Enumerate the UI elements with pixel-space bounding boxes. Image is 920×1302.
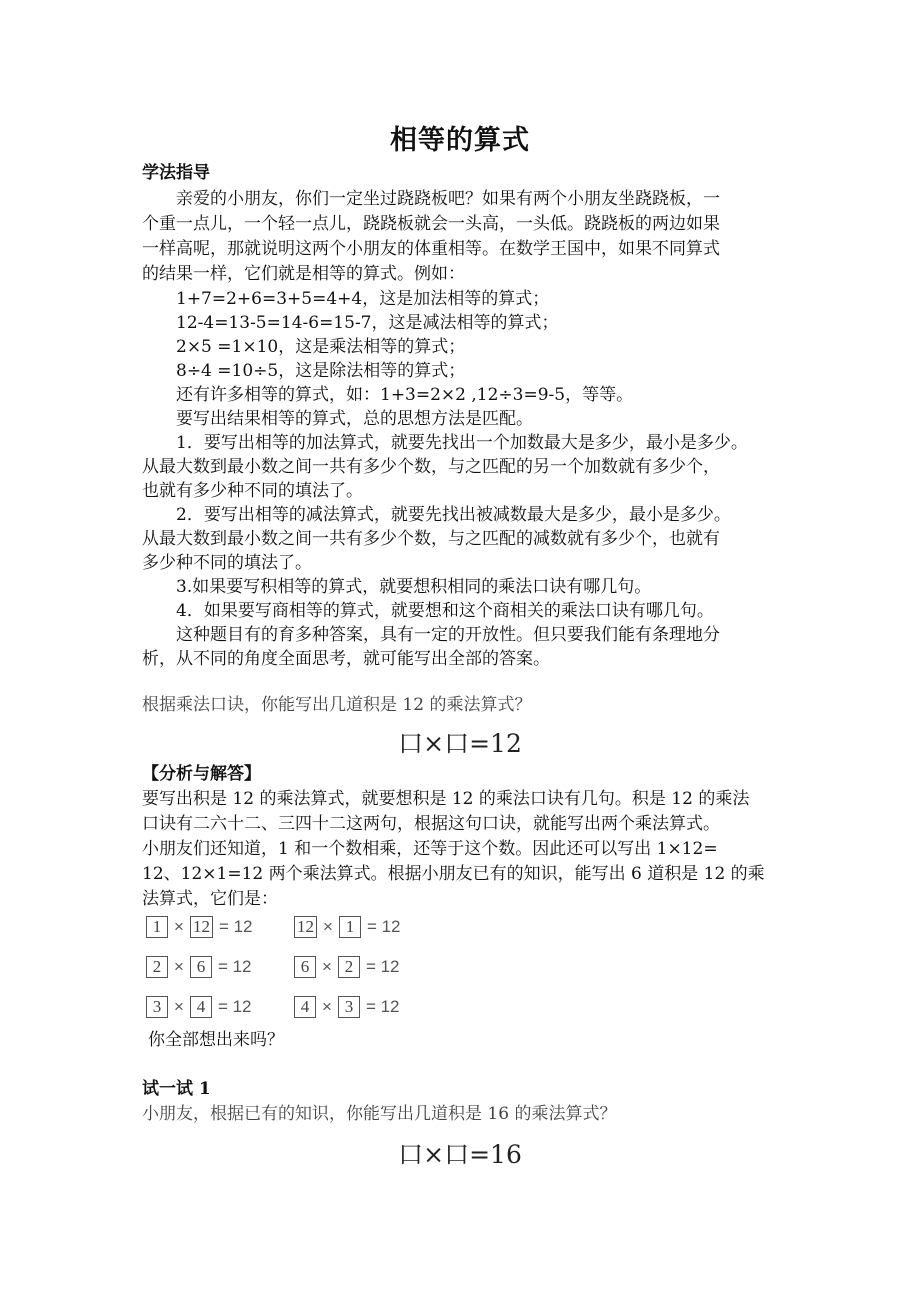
intro-line-4: 的结果一样，它们就是相等的算式。例如： — [142, 264, 465, 284]
times-sign: × — [323, 917, 333, 936]
closing-line-1: 这种题目有的育多种答案，具有一定的开放性。但只要我们能有条理地分 — [176, 625, 720, 645]
answer-box: 4 — [294, 996, 316, 1018]
closing-line-2: 析，从不同的角度全面思考，就可能写出全部的答案。 — [142, 649, 550, 669]
example-multiplication: 2×5 =1×10，这是乘法相等的算式； — [176, 337, 466, 357]
answer-box: 2 — [146, 956, 168, 978]
rule4: 4．如果要写商相等的算式，就要想和这个商相关的乘法口诀有哪几句。 — [176, 601, 714, 621]
practice-formula: 口×口=16 — [398, 1140, 522, 1169]
equation-result: = 12 — [217, 997, 252, 1016]
answer-box: 3 — [338, 996, 360, 1018]
equation-result: = 12 — [218, 917, 253, 936]
answer-box: 1 — [146, 916, 168, 938]
rule1-line-3: 也就有多少种不同的填法了。 — [142, 481, 363, 501]
example-addition: 1+7=2+6=3+5=4+4，这是加法相等的算式； — [176, 289, 550, 309]
practice-heading: 试一试 1 — [142, 1079, 211, 1099]
analysis-line-1: 要写出积是 12 的乘法算式，就要想积是 12 的乘法口诀有几句。积是 12 的乘法 — [142, 789, 750, 809]
example-more: 还有许多相等的算式，如：1+3=2×2 ,12÷3=9-5，等等。 — [176, 385, 634, 405]
times-sign: × — [322, 997, 332, 1016]
answer-box: 12 — [294, 916, 317, 938]
analysis-line-4: 12、12×1=12 两个乘法算式。根据小朋友已有的知识，能写出 6 道积是 12 的乘 — [142, 864, 765, 884]
answer-box: 2 — [338, 956, 360, 978]
practice-question: 小朋友，根据已有的知识，你能写出几道积是 16 的乘法算式？ — [142, 1104, 617, 1124]
rule2-line-3: 多少种不同的填法了。 — [142, 553, 312, 573]
equation-result: = 12 — [365, 957, 400, 976]
page-title: 相等的算式 — [390, 125, 530, 156]
answer-grid — [146, 912, 446, 1032]
answer-box: 4 — [190, 996, 212, 1018]
equation-result: = 12 — [365, 997, 400, 1016]
answer-box: 6 — [190, 956, 212, 978]
answer-box: 3 — [146, 996, 168, 1018]
rule2-line-1: 2．要写出相等的减法算式，就要先找出被减数最大是多少，最小是多少。 — [176, 505, 731, 525]
guide-heading: 学法指导 — [142, 163, 210, 183]
analysis-line-5: 法算式，它们是： — [142, 889, 278, 909]
rule2-line-2: 从最大数到最小数之间一共有多少个数，与之匹配的减数就有多少个，也就有 — [142, 529, 720, 549]
equation-result: = 12 — [366, 917, 401, 936]
rule1-line-1: 1．要写出相等的加法算式，就要先找出一个加数最大是多少，最小是多少。 — [176, 433, 748, 453]
times-sign: × — [174, 997, 184, 1016]
answer-equation — [146, 996, 252, 1018]
equation-result: = 12 — [217, 957, 252, 976]
example-division: 8÷4 =10÷5，这是除法相等的算式； — [176, 361, 466, 381]
rule3: 3.如果要写积相等的算式，就要想积相同的乘法口诀有哪几句。 — [176, 577, 652, 597]
intro-line-3: 一样高呢，那就说明这两个小朋友的体重相等。在数学王国中，如果不同算式 — [142, 239, 720, 259]
example-formula: 口×口=12 — [398, 729, 522, 758]
times-sign: × — [174, 917, 184, 936]
example-subtraction: 12-4=13-5=14-6=15-7，这是减法相等的算式； — [176, 313, 559, 333]
answer-box: 12 — [190, 916, 213, 938]
intro-line-2: 个重一点儿，一个轻一点儿，跷跷板就会一头高，一头低。跷跷板的两边如果 — [142, 214, 720, 234]
followup-question: 你全部想出来吗？ — [148, 1030, 284, 1050]
times-sign: × — [322, 957, 332, 976]
analysis-heading: 【分析与解答】 — [142, 764, 261, 784]
answer-equation — [146, 916, 253, 938]
method-summary: 要写出结果相等的算式，总的思想方法是匹配。 — [176, 409, 533, 429]
rule1-line-2: 从最大数到最小数之间一共有多少个数，与之匹配的另一个加数就有多少个， — [142, 457, 720, 477]
times-sign: × — [174, 957, 184, 976]
answer-box: 1 — [339, 916, 361, 938]
intro-line-1: 亲爱的小朋友，你们一定坐过跷跷板吧？如果有两个小朋友坐跷跷板，一 — [176, 189, 720, 209]
example-question: 根据乘法口诀，你能写出几道积是 12 的乘法算式？ — [142, 695, 532, 715]
answer-equation — [294, 956, 400, 978]
answer-box: 6 — [294, 956, 316, 978]
answer-equation — [146, 956, 252, 978]
answer-equation — [294, 996, 400, 1018]
analysis-line-2: 口诀有二六十二、三四十二这两句，根据这句口诀，就能写出两个乘法算式。 — [142, 814, 720, 834]
analysis-line-3: 小朋友们还知道，1 和一个数相乘，还等于这个数。因此还可以写出 1×12= — [142, 839, 718, 859]
answer-equation — [294, 916, 401, 938]
